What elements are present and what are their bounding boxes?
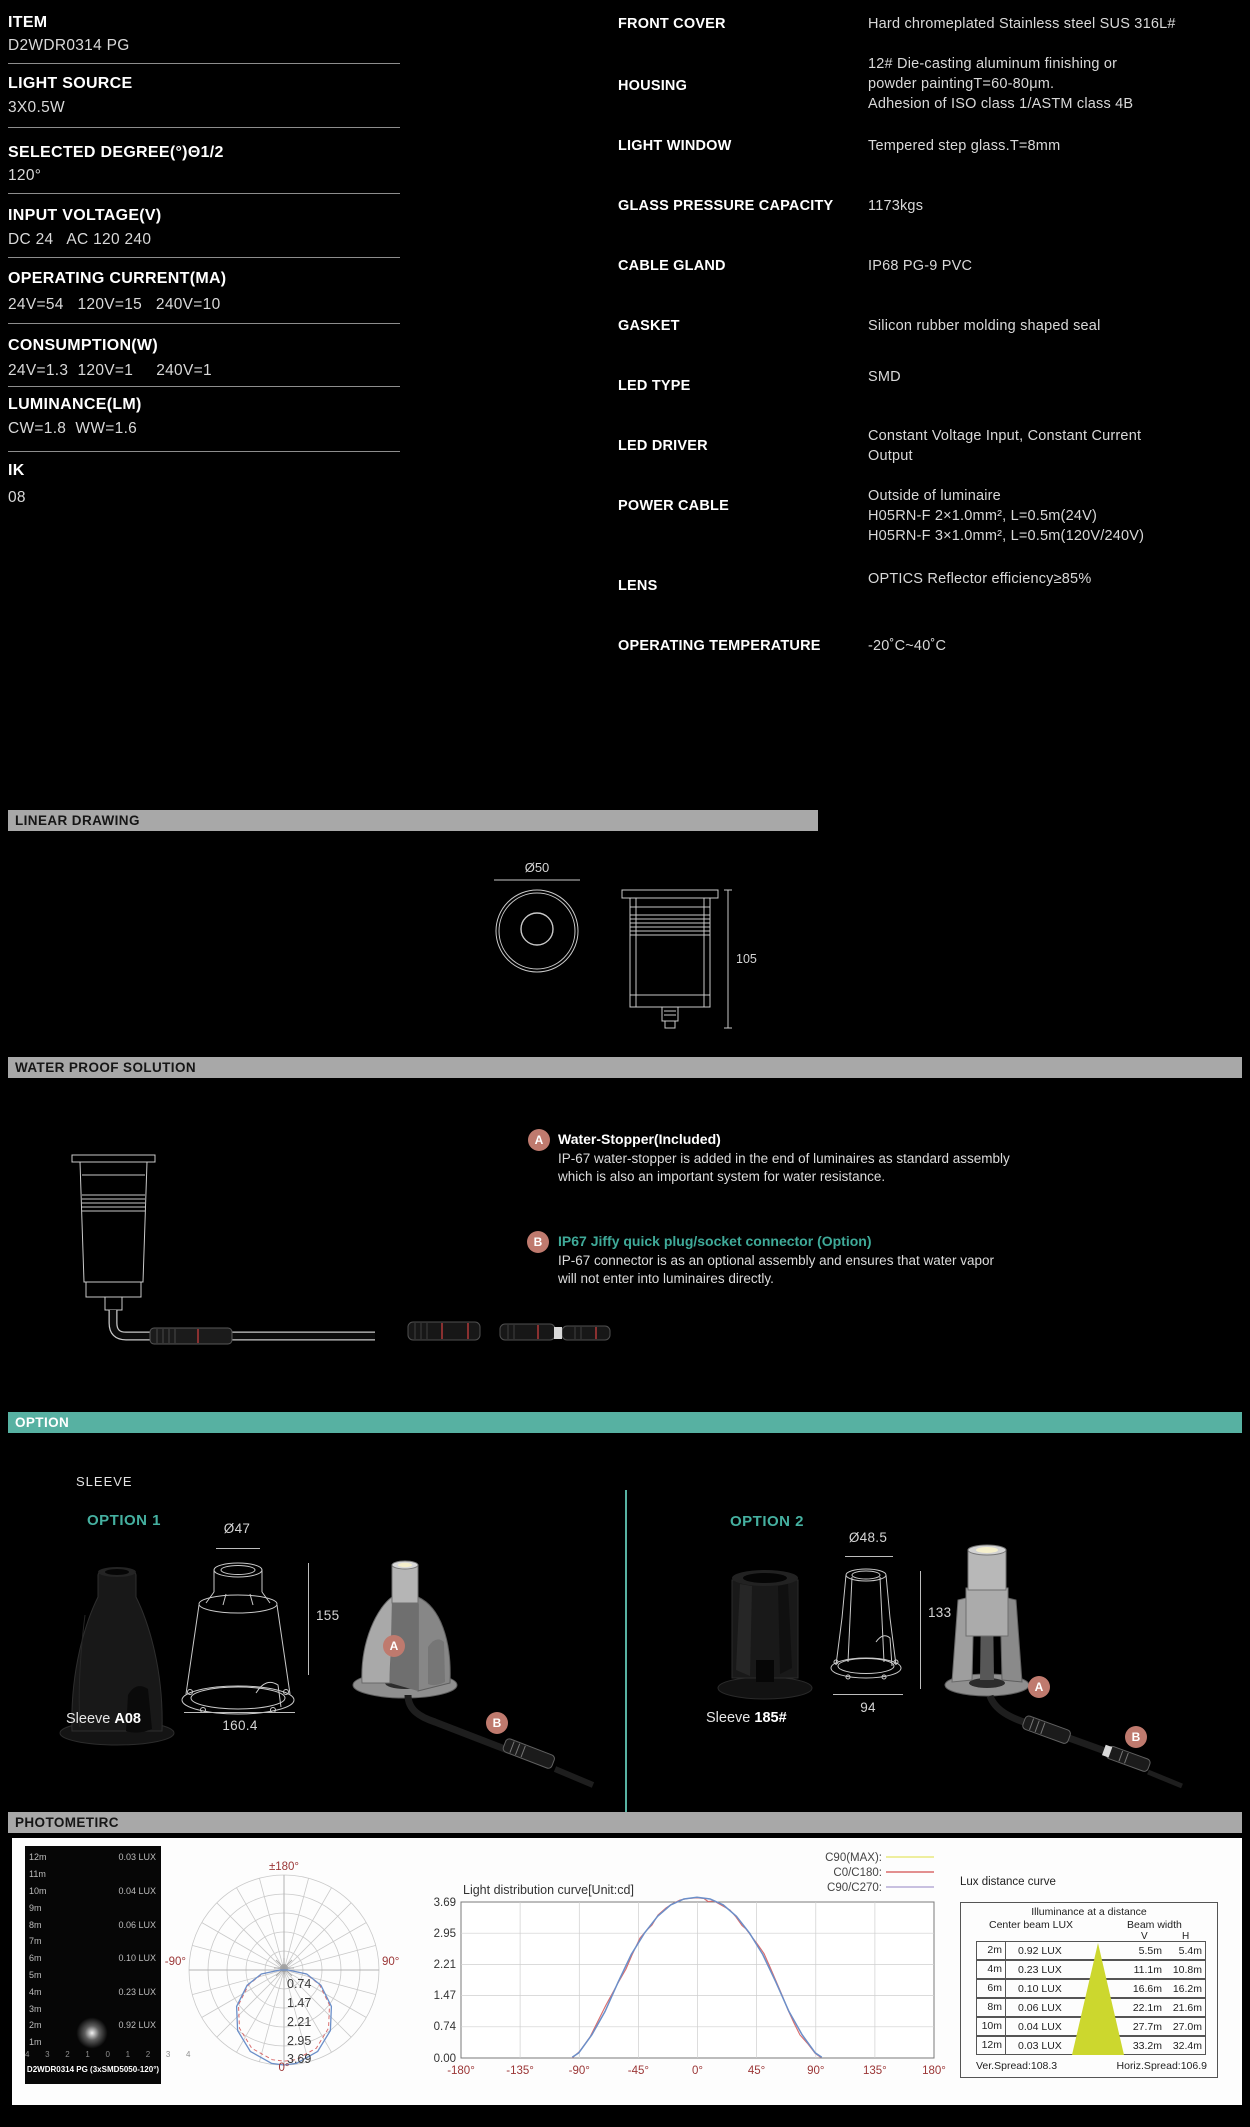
spec-value: IP68 PG-9 PVC [868, 258, 973, 274]
spec-value: Constant Voltage Input, Constant Current Output [868, 428, 1142, 464]
badge-b: B [1125, 1726, 1147, 1748]
sleeve-code: A08 [114, 1711, 141, 1727]
badge-a: A [383, 1635, 405, 1657]
polar-ring-label: 2.21 [287, 2015, 312, 2029]
distance-label: 9m [29, 1902, 42, 1913]
lux-value: 0.23 LUX [118, 1986, 156, 1997]
spec-value: DC 24 AC 120 240 [8, 231, 152, 248]
option1-dim-height: 155 [316, 1608, 340, 1623]
spec-value: Hard chromeplated Stainless steel SUS 316L# [868, 16, 1176, 32]
x-tick: 90° [807, 2065, 825, 2077]
badge-a: A [1028, 1676, 1050, 1698]
spec-label: OPERATING CURRENT(MA) [8, 270, 227, 287]
spec-value: Silicon rubber molding shaped seal [868, 318, 1101, 334]
x-tick: 45° [747, 2065, 766, 2077]
sleeve-185-photo [718, 1570, 812, 1699]
spec-value: Outside of luminaire H05RN-F 2×1.0mm², L=0.5m(24V) H05RN-F 3×1.0mm², L=0.5m(120V/240V) [868, 488, 1145, 544]
spec-label: GASKET [618, 318, 680, 334]
distance-label: 8m [29, 1919, 42, 1930]
spec-value: 12# Die-casting aluminum finishing or powder paintingT=60-80μm. Adhesion of ISO class 1/ASTM class 4B [868, 56, 1134, 112]
spec-label: POWER CABLE [618, 498, 729, 514]
option1-dim-width: 160.4 [222, 1718, 258, 1733]
y-tick: 0.00 [433, 2053, 456, 2065]
y-tick: 0.74 [433, 2021, 456, 2033]
option2-dim-height: 133 [928, 1605, 952, 1620]
cell-h: 32.4m [1172, 2039, 1202, 2052]
dim-diameter-50: Ø50 [524, 860, 550, 875]
x-tick: -90° [568, 2065, 590, 2077]
badge-b: B [527, 1231, 549, 1253]
option2-title: OPTION 2 [730, 1513, 805, 1530]
option1-dim-diameter: Ø47 [223, 1521, 251, 1536]
waterproof-b-desc: IP-67 connector is as an optional assembly and ensures that water vapor will not enter into luminaires directly. [558, 1253, 994, 1286]
spec-label: LIGHT WINDOW [618, 138, 732, 154]
cell-h: 16.2m [1172, 1982, 1202, 1995]
cell-lux: 0.03 LUX [1018, 2039, 1062, 2052]
spec-value: OPTICS Reflector efficiency≥85% [868, 571, 1092, 587]
spec-value: 24V=1.3 120V=1 240V=1 [8, 362, 212, 379]
lux-distance-rows [25, 1849, 161, 2051]
badge-a: A [528, 1129, 550, 1151]
cell-lux: 0.92 LUX [1018, 1944, 1062, 1957]
dim-line [216, 1548, 260, 1549]
polar-ring-label: 3.69 [287, 2052, 312, 2066]
connector-b-drawing [500, 1324, 610, 1340]
light-distribution-chart [430, 1845, 960, 2085]
divider [8, 257, 400, 258]
lux-table [960, 1902, 1218, 2078]
option1-sleeve-label [66, 1711, 141, 1727]
horiz-spread: Horiz.Spread:106.9 [1116, 2060, 1207, 2072]
option2-dim-diameter: Ø48.5 [848, 1530, 888, 1545]
cell-distance: 12m [977, 2037, 1006, 2054]
spec-label: CONSUMPTION(W) [8, 337, 158, 354]
sleeve-prefix: Sleeve [706, 1710, 755, 1726]
dim-line [833, 1694, 903, 1695]
divider [8, 323, 400, 324]
legend-c90max: C90(MAX): [825, 1852, 882, 1864]
polar-label-180: ±180° [268, 1861, 300, 1873]
distance-label: 1m [29, 2037, 42, 2048]
distance-label: 3m [29, 2003, 42, 2014]
divider [8, 127, 400, 128]
polar-ring-label: 1.47 [287, 1996, 312, 2010]
chart-title: Light distribution curve[Unit:cd] [463, 1883, 634, 1897]
polar-label-90: 90° [382, 1956, 400, 1968]
spec-value: SMD [868, 369, 901, 385]
spec-value: -20˚C~40˚C [868, 638, 947, 654]
spec-label: ITEM [8, 14, 48, 31]
spec-label: INPUT VOLTAGE(V) [8, 207, 162, 224]
spec-label: LED DRIVER [618, 438, 708, 454]
linear-drawing-diagram [440, 855, 780, 1045]
spec-label: LENS [618, 578, 658, 594]
cell-h: 5.4m [1178, 1944, 1202, 1957]
lux-value: 0.10 LUX [118, 1953, 156, 1964]
spec-value: 3X0.5W [8, 99, 65, 116]
y-tick: 2.95 [433, 1928, 456, 1940]
option2-sleeve-label [706, 1710, 787, 1726]
cell-distance: 10m [977, 2018, 1006, 2035]
lux-table-title: Lux distance curve [960, 1876, 1056, 1888]
y-tick: 1.47 [433, 1990, 456, 2002]
spec-label: IK [8, 462, 25, 479]
fixture-marker [274, 1958, 294, 1978]
cell-v: 11.1m [1133, 1963, 1162, 1976]
x-tick: 0° [692, 2065, 703, 2077]
waterproof-a-title: Water-Stopper(Included) [558, 1131, 721, 1147]
sleeve-prefix: Sleeve [66, 1711, 115, 1727]
spec-label: LIGHT SOURCE [8, 75, 133, 92]
spec-label: LED TYPE [618, 378, 691, 394]
dim-line [845, 1556, 893, 1557]
option2-dim-width: 94 [860, 1700, 876, 1715]
distance-label: 2m [29, 2020, 42, 2031]
cell-lux: 0.06 LUX [1018, 2001, 1062, 2014]
section-header-waterproof: WATER PROOF SOLUTION [8, 1057, 1242, 1078]
cell-h: 10.8m [1172, 1963, 1202, 1976]
dim-line [184, 1712, 295, 1713]
cell-distance: 4m [977, 1961, 1006, 1978]
divider [8, 451, 400, 452]
cell-distance: 2m [977, 1942, 1006, 1959]
polar-ring-label: 2.95 [287, 2034, 312, 2048]
cell-h: 21.6m [1172, 2001, 1202, 2014]
spec-label: LUMINANCE(LM) [8, 396, 142, 413]
spec-value: 1173kgs [868, 198, 924, 214]
lux-table-header: Illuminance at a distance [1031, 1906, 1147, 1918]
distance-label: 4m [29, 1986, 42, 1997]
spec-value: 08 [8, 489, 26, 506]
water-stopper-drawing [150, 1328, 232, 1344]
dim-line [308, 1563, 309, 1675]
meter-scale: 4 3 2 1 0 1 2 3 4 [25, 2050, 191, 2059]
option-divider [625, 1490, 627, 1815]
distance-label: 11m [29, 1869, 46, 1880]
cell-v: 22.1m [1132, 2001, 1162, 2014]
waterproof-luminaire-drawing [30, 1145, 640, 1360]
section-header-option: OPTION [8, 1412, 1242, 1433]
cell-v: 27.7m [1132, 2020, 1162, 2033]
col-beam-width: Beam width [1127, 1919, 1182, 1931]
dim-height-105: 105 [736, 952, 757, 966]
cell-h: 27.0m [1172, 2020, 1202, 2033]
distance-label: 6m [29, 1953, 42, 1964]
cell-lux: 0.23 LUX [1018, 1963, 1062, 1976]
distance-label: 7m [29, 1936, 42, 1947]
cell-v: 33.2m [1132, 2039, 1162, 2052]
sleeve-a08-line-drawing [182, 1563, 294, 1714]
legend-c0c180: C0/C180: [833, 1867, 882, 1879]
connector-a-drawing [408, 1322, 480, 1340]
cell-v: 16.6m [1132, 1982, 1162, 1995]
spec-value: 24V=54 120V=15 240V=10 [8, 296, 221, 313]
option2-3d-render [945, 1545, 1182, 1786]
col-center-beam: Center beam LUX [989, 1919, 1074, 1931]
ver-spread: Ver.Spread:108.3 [976, 2060, 1058, 2072]
distance-label: 5m [29, 1969, 42, 1980]
section-header-linear-drawing: LINEAR DRAWING [8, 810, 818, 831]
spec-value: Tempered step glass.T=8mm [868, 138, 1061, 154]
lux-value: 0.04 LUX [118, 1885, 156, 1896]
waterproof-a-desc: IP-67 water-stopper is added in the end of luminaires as standard assembly which is also an important system for water resistance. [558, 1151, 1010, 1184]
option1-3d-render [353, 1561, 593, 1785]
divider [8, 63, 400, 64]
x-tick: 180° [922, 2065, 946, 2077]
spec-value: 120° [8, 167, 42, 184]
sleeve-code: 185# [754, 1710, 787, 1726]
cell-lux: 0.04 LUX [1018, 2020, 1062, 2033]
lux-value: 0.06 LUX [118, 1919, 156, 1930]
x-tick: -45° [627, 2065, 650, 2077]
spec-label: OPERATING TEMPERATURE [618, 638, 821, 654]
cell-lux: 0.10 LUX [1018, 1982, 1062, 1995]
col-v: V [1141, 1931, 1148, 1942]
y-tick: 2.21 [433, 1959, 456, 1971]
cell-v: 5.5m [1138, 1944, 1162, 1957]
legend-c90c270: C90/C270: [827, 1882, 882, 1894]
spec-value: CW=1.8 WW=1.6 [8, 420, 138, 437]
lux-image-caption: D2WDR0314 PG (3xSMD5050-120°) [26, 2065, 160, 2074]
spec-label: FRONT COVER [618, 16, 726, 32]
sleeve-heading: SLEEVE [76, 1474, 133, 1489]
cell-distance: 6m [977, 1980, 1006, 1997]
option1-title: OPTION 1 [87, 1512, 162, 1529]
divider [8, 386, 400, 387]
section-header-photometric: PHOTOMETIRC [8, 1812, 1242, 1833]
cell-distance: 8m [977, 1999, 1006, 2016]
option1-sleeve-diagram [40, 1545, 620, 1835]
x-tick: 135° [863, 2065, 887, 2077]
sleeve-185-line-drawing [831, 1569, 901, 1679]
distance-label: 12m [29, 1852, 47, 1863]
option2-sleeve-diagram [690, 1510, 1250, 1810]
dim-line [920, 1571, 921, 1689]
beam-cone [1072, 1943, 1124, 2055]
spec-value: D2WDR0314 PG [8, 37, 130, 54]
x-tick: -180° [447, 2065, 475, 2077]
waterproof-b-title: IP67 Jiffy quick plug/socket connector (Option) [558, 1233, 872, 1249]
spec-label: HOUSING [618, 78, 688, 94]
polar-distribution-chart [180, 1860, 390, 2075]
polar-label-minus90: -90° [164, 1956, 186, 1968]
badge-b: B [486, 1712, 508, 1734]
lux-value: 0.03 LUX [118, 1852, 156, 1863]
col-h: H [1182, 1931, 1190, 1942]
x-tick: -135° [506, 2065, 534, 2077]
spec-label: GLASS PRESSURE CAPACITY [618, 198, 834, 214]
polar-ring-label: 0.74 [287, 1977, 312, 1991]
divider [8, 193, 400, 194]
spec-label: CABLE GLAND [618, 258, 726, 274]
distance-label: 10m [29, 1885, 47, 1896]
spec-label: SELECTED DEGREE(°)Θ1/2 [8, 144, 224, 161]
y-tick: 3.69 [433, 1897, 456, 1909]
polar-label-0: 0° [278, 2062, 290, 2074]
lux-value: 0.92 LUX [118, 2020, 156, 2031]
